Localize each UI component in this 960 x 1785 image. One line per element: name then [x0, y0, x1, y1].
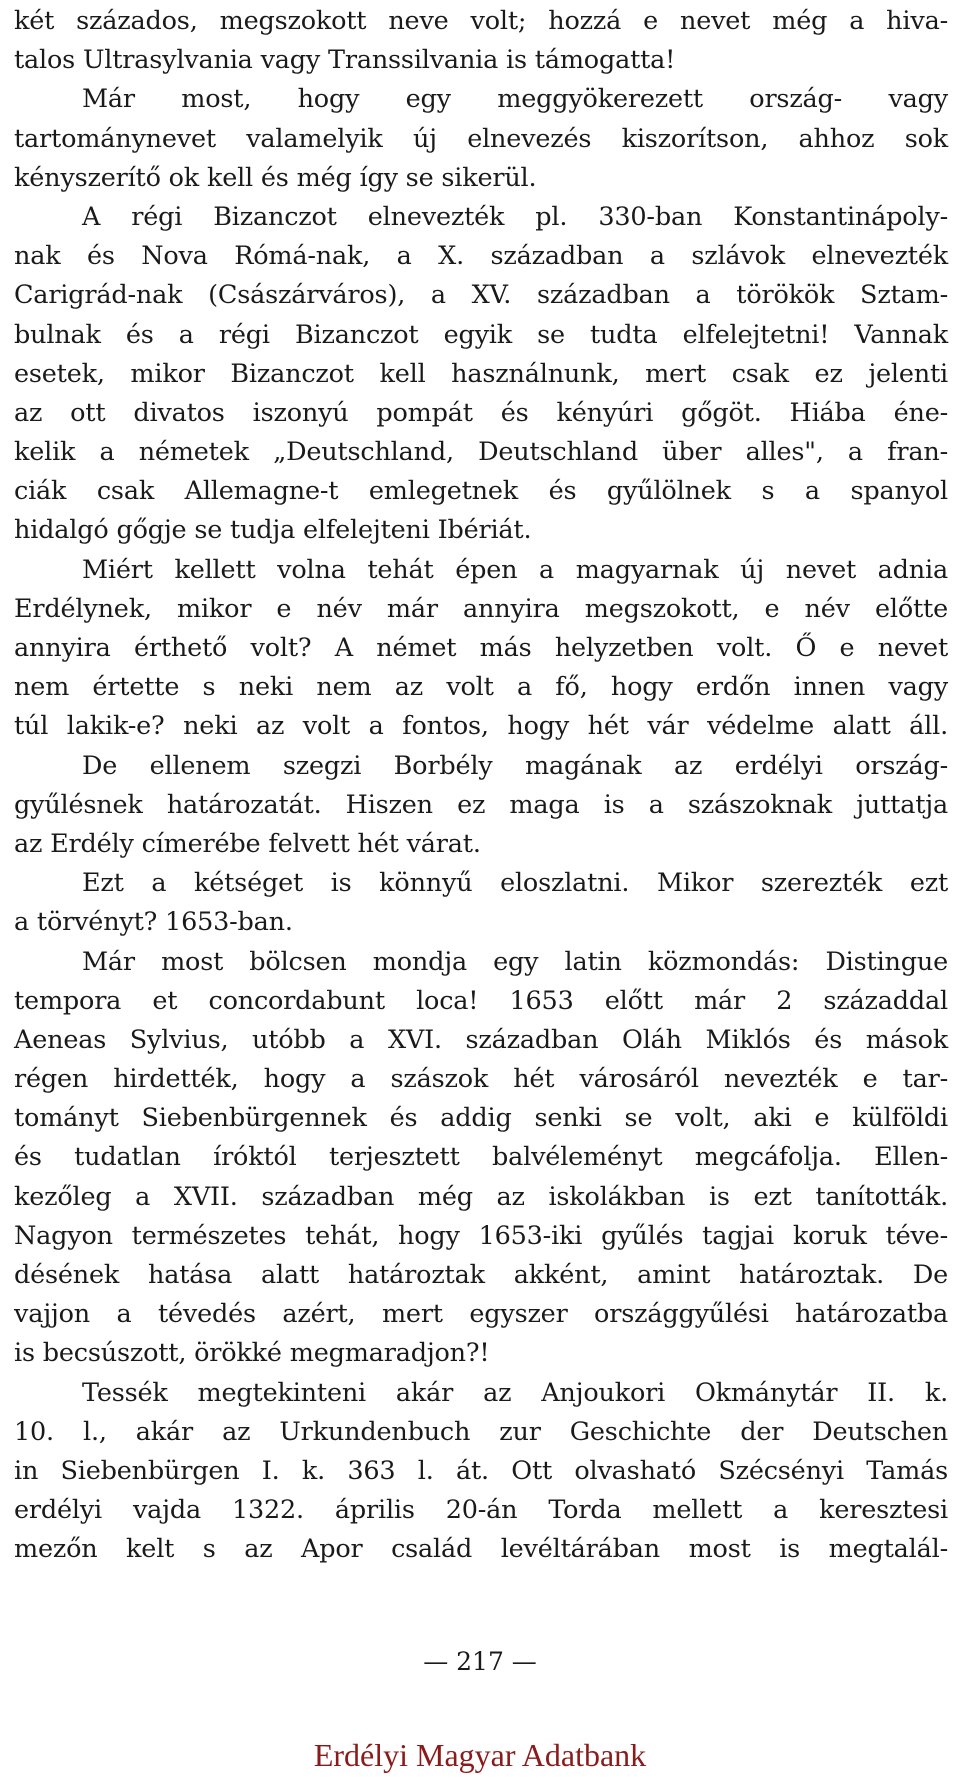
text-line: esetek, mikor Bizanczot kell használnunk, mert csak ez jelenti	[14, 358, 948, 389]
text-line: ciák csak Allemagne-t emlegetnek és gyűlölnek s a spanyol	[14, 476, 948, 507]
text-line: in Siebenbürgen I. k. 363 l. át. Ott olvasható Szécsényi Tamás	[14, 1455, 948, 1486]
text-line: Ezt a kétséget is könnyű eloszlatni. Mikor szerezték ezt	[82, 868, 948, 899]
text-line: Már most bölcsen mondja egy latin közmondás: Distingue	[82, 946, 948, 977]
text-line: az Erdély címerébe felvett hét várat.	[14, 828, 481, 859]
footer-credit: Erdélyi Magyar Adatbank	[313, 1737, 647, 1773]
text-line: tományt Siebenbürgennek és addig senki se volt, aki e külföldi	[14, 1103, 948, 1134]
text-line: bulnak és a régi Bizanczot egyik se tudta elfelejtetni! Vannak	[14, 319, 948, 350]
text-line: nem értette s neki nem az volt a fő, hogy erdőn innen vagy	[14, 672, 948, 703]
body-text	[14, 2, 948, 1570]
page-number: — 217 —	[423, 1647, 537, 1676]
text-line: kényszerítő ok kell és még így se sikerül.	[14, 162, 537, 193]
text-line: A régi Bizanczot elnevezték pl. 330-ban Konstantinápoly-	[82, 201, 948, 232]
document-page	[14, 2, 948, 1570]
text-line: Nagyon természetes tehát, hogy 1653-iki gyűlés tagjai koruk téve-	[14, 1220, 948, 1251]
text-line: a törvényt? 1653-ban.	[14, 907, 293, 938]
text-line: gyűlésnek határozatát. Hiszen ez maga is a szászoknak juttatja	[14, 789, 948, 820]
text-line: hidalgó gőgje se tudja elfelejteni Ibériát.	[14, 515, 532, 546]
text-line: is becsúszott, örökké megmaradjon?!	[14, 1338, 490, 1369]
text-line: kelik a németek „Deutschland, Deutschland über alles", a fran-	[14, 437, 948, 468]
text-line: Carigrád-nak (Császárváros), a XV. században a törökök Sztam-	[14, 280, 948, 311]
text-line: talos Ultrasylvania vagy Transsilvania is támogatta!	[14, 45, 676, 76]
text-line: régen hirdették, hogy a szászok hét városáról nevezték e tar-	[14, 1064, 948, 1095]
text-line: 10. l., akár az Urkundenbuch zur Geschichte der Deutschen	[14, 1416, 948, 1447]
text-line: és tudatlan íróktól terjesztett balvéleményt megcáfolja. Ellen-	[14, 1142, 948, 1173]
text-line: désének hatása alatt határoztak akként, amint határoztak. De	[14, 1260, 948, 1290]
text-line: vajjon a tévedés azért, mert egyszer országgyűlési határozatba	[14, 1299, 948, 1330]
text-line: mezőn kelt s az Apor család levéltárában most is megtalál-	[14, 1534, 948, 1565]
text-line: az ott divatos iszonyú pompát és kényúri gőgöt. Hiába éne-	[14, 397, 948, 428]
text-line: annyira érthető volt? A német más helyzetben volt. Ő e nevet	[14, 633, 948, 663]
text-line: Tessék megtekinteni akár az Anjoukori Okmánytár II. k.	[82, 1377, 948, 1408]
text-line: Miért kellett volna tehát épen a magyarnak új nevet adnia	[82, 554, 948, 585]
text-line: Erdélynek, mikor e név már annyira megszokott, e név előtte	[14, 593, 948, 624]
text-line: kezőleg a XVII. században még az iskolákban is ezt tanították.	[14, 1181, 948, 1212]
text-line: Már most, hogy egy meggyökerezett ország- vagy	[82, 84, 948, 115]
text-line: nak és Nova Rómá-nak, a X. században a szlávok elnevezték	[14, 241, 948, 272]
text-line: túl lakik-e? neki az volt a fontos, hogy hét vár védelme alatt áll.	[14, 711, 948, 742]
text-line: két százados, megszokott neve volt; hozzá e nevet még a hiva-	[14, 6, 948, 36]
text-line: De ellenem szegzi Borbély magának az erdélyi ország-	[82, 750, 948, 781]
text-line: tartománynevet valamelyik új elnevezés kiszorítson, ahhoz sok	[14, 123, 948, 154]
text-line: Aeneas Sylvius, utóbb a XVI. században Oláh Miklós és mások	[14, 1024, 948, 1055]
text-line: tempora et concordabunt loca! 1653 előtt már 2 századdal	[14, 985, 948, 1016]
text-line: erdélyi vajda 1322. április 20-án Torda mellett a keresztesi	[14, 1495, 948, 1526]
